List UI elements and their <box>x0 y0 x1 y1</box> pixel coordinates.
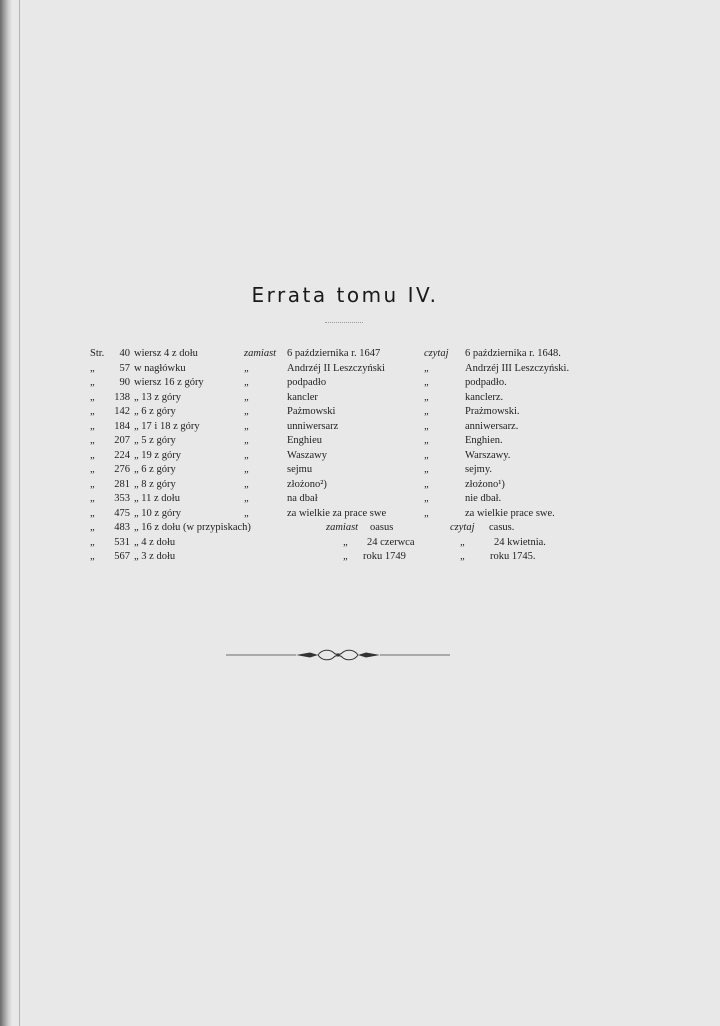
errata-row <box>0 477 720 492</box>
read-marker: „ <box>424 435 430 446</box>
errata-row <box>0 375 720 390</box>
read-marker: „ <box>460 551 466 562</box>
page-number: 207 <box>114 435 130 446</box>
page-number: 276 <box>114 464 130 475</box>
str-label: „ <box>90 449 95 461</box>
line-location: „ 11 z dołu <box>134 493 180 504</box>
errata-row <box>0 462 720 477</box>
line-location: wiersz 16 z góry <box>134 377 204 388</box>
line-location: „ 4 z dołu <box>134 536 176 548</box>
wrong-text: złożono²) <box>287 478 327 490</box>
errata-row <box>0 535 720 550</box>
str-label: „ <box>90 493 95 504</box>
str-label: „ <box>90 362 95 374</box>
errata-row <box>0 346 720 361</box>
str-label: „ <box>90 464 95 475</box>
wrong-text: na dbał <box>287 493 318 504</box>
correct-text: za wielkie prace swe. <box>465 507 555 519</box>
read-marker: czytaj <box>450 522 475 533</box>
page-number: 531 <box>114 536 130 548</box>
wrong-text: roku 1749 <box>363 551 406 562</box>
page-number: 40 <box>119 348 130 359</box>
errata-row <box>0 491 720 506</box>
wrong-text: podpadło <box>287 377 327 388</box>
correct-text: Enghien. <box>465 435 503 446</box>
correct-text: 6 października r. 1648. <box>465 348 561 359</box>
page-number: 142 <box>114 406 130 417</box>
instead-marker: „ <box>244 406 250 417</box>
read-marker: „ <box>424 420 430 432</box>
read-marker: „ <box>424 507 430 519</box>
line-location: „ 3 z dołu <box>134 551 176 562</box>
str-label: „ <box>90 551 95 562</box>
instead-marker: „ <box>343 536 349 548</box>
line-location: „ 19 z góry <box>134 449 181 461</box>
wrong-text: 24 czerwca <box>367 536 415 548</box>
read-marker: „ <box>424 464 430 475</box>
title-rule <box>325 322 363 324</box>
correct-text: nie dbał. <box>465 493 502 504</box>
correct-text: Warszawy. <box>465 449 511 461</box>
read-marker: „ <box>460 536 466 548</box>
wrong-text: Waszawy <box>287 449 327 461</box>
read-marker: „ <box>424 449 430 461</box>
instead-marker: zamiast <box>326 522 359 533</box>
str-label: „ <box>90 507 95 519</box>
correct-text: Andrzéj III Leszczyński. <box>465 362 570 374</box>
errata-row <box>0 361 720 376</box>
wrong-text: oasus <box>370 522 394 533</box>
wrong-text: 6 października r. 1647 <box>287 348 381 359</box>
correct-text: sejmy. <box>465 464 493 475</box>
correct-text: roku 1745. <box>490 551 536 562</box>
page-number: 353 <box>114 493 130 504</box>
correct-text: złożono¹) <box>465 478 505 490</box>
page-number: 281 <box>114 478 130 490</box>
line-location: „ 6 z góry <box>134 464 176 475</box>
line-location: „ 16 z dołu (w przypiskach) <box>134 522 251 533</box>
page-number: 483 <box>114 522 130 533</box>
instead-marker: „ <box>244 449 250 461</box>
errata-row <box>0 419 720 434</box>
str-label: „ <box>90 406 95 417</box>
wrong-text: unniwersarz <box>287 420 339 432</box>
line-location: „ 17 i 18 z góry <box>134 420 200 432</box>
instead-marker: „ <box>244 377 250 388</box>
errata-row <box>0 390 720 405</box>
errata-row <box>0 404 720 419</box>
errata-row <box>0 506 720 521</box>
errata-row <box>0 433 720 448</box>
instead-marker: „ <box>244 362 250 374</box>
ornament-divider <box>226 648 450 662</box>
str-label: „ <box>90 536 95 548</box>
errata-row <box>0 549 720 564</box>
page-number: 567 <box>114 551 130 562</box>
wrong-text: Enghieu <box>287 435 322 446</box>
correct-text: anniwersarz. <box>465 420 519 432</box>
read-marker: „ <box>424 406 430 417</box>
read-marker: „ <box>424 478 430 490</box>
str-label: Str. <box>90 348 105 359</box>
instead-marker: „ <box>244 391 250 403</box>
str-label: „ <box>90 391 95 403</box>
instead-marker: „ <box>244 493 250 504</box>
wrong-text: Pażmowski <box>287 406 336 417</box>
wrong-text: za wielkie za prace swe <box>287 507 387 519</box>
str-label: „ <box>90 478 95 490</box>
str-label: „ <box>90 420 95 432</box>
line-location: „ 5 z góry <box>134 435 176 446</box>
wrong-text: kancler <box>287 391 318 403</box>
instead-marker: „ <box>343 551 349 562</box>
wrong-text: Andrzéj II Leszczyński <box>287 362 385 374</box>
errata-row <box>0 448 720 463</box>
correct-text: casus. <box>489 522 515 533</box>
line-location: „ 6 z góry <box>134 406 176 417</box>
page-number: 184 <box>114 420 130 432</box>
instead-marker: „ <box>244 435 250 446</box>
page-number: 57 <box>119 362 130 374</box>
line-location: wiersz 4 z dołu <box>134 348 198 359</box>
read-marker: „ <box>424 362 430 374</box>
errata-row <box>0 520 720 535</box>
page-number: 224 <box>114 449 130 461</box>
instead-marker: „ <box>244 478 250 490</box>
read-marker: „ <box>424 377 430 388</box>
correct-text: podpadło. <box>465 377 507 388</box>
str-label: „ <box>90 377 95 388</box>
instead-marker: „ <box>244 507 250 519</box>
read-marker: „ <box>424 391 430 403</box>
page-title: Errata tomu IV. <box>251 283 439 307</box>
read-marker: „ <box>424 493 430 504</box>
correct-text: Prażmowski. <box>465 406 520 417</box>
correct-text: kanclerz. <box>465 391 504 403</box>
page-number: 138 <box>114 391 130 403</box>
line-location: „ 10 z góry <box>134 507 181 519</box>
line-location: „ 8 z góry <box>134 478 176 490</box>
correct-text: 24 kwietnia. <box>494 536 546 548</box>
str-label: „ <box>90 522 95 533</box>
wrong-text: sejmu <box>287 464 313 475</box>
line-location: w nagłówku <box>134 362 186 374</box>
instead-marker: zamiast <box>244 348 277 359</box>
instead-marker: „ <box>244 464 250 475</box>
instead-marker: „ <box>244 420 250 432</box>
str-label: „ <box>90 435 95 446</box>
page-number: 90 <box>119 377 130 388</box>
read-marker: czytaj <box>424 348 449 359</box>
page-number: 475 <box>114 507 130 519</box>
line-location: „ 13 z góry <box>134 391 181 403</box>
